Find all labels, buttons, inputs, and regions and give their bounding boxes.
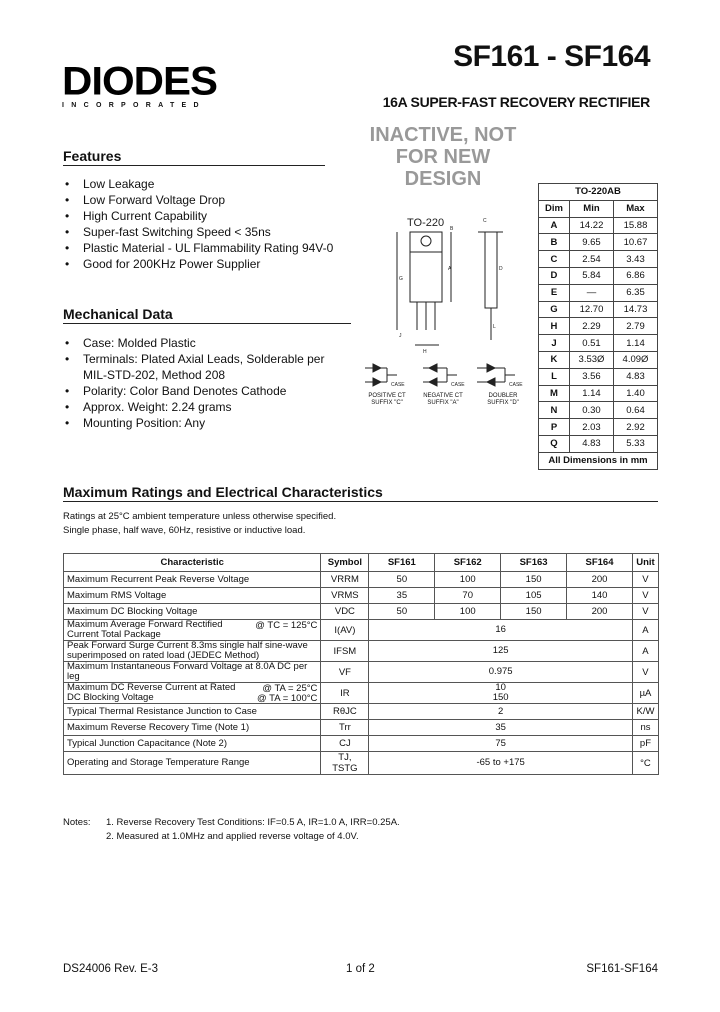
- value-cell: 10 150: [369, 683, 633, 704]
- package-label: TO-220: [407, 217, 445, 229]
- page-subtitle: 16A SUPER-FAST RECOVERY RECTIFIER: [382, 94, 650, 110]
- table-row: [64, 662, 659, 683]
- package-diagram: [355, 210, 535, 410]
- characteristic-cell: [64, 736, 321, 752]
- unit-cell: µA: [632, 683, 658, 704]
- dim-label: L: [539, 368, 570, 385]
- value-cell: 150: [501, 604, 567, 620]
- ratings-heading: Maximum Ratings and Electrical Characteristics: [63, 484, 658, 502]
- table-row: [539, 267, 658, 284]
- col-header: Symbol: [321, 554, 369, 572]
- note-1: 1. Reverse Recovery Test Conditions: IF=0.5 A, IR=1.0 A, IRR=0.25A.: [106, 817, 400, 828]
- list-item: • Mounting Position: Any: [63, 415, 343, 431]
- tab-outline: [410, 232, 442, 252]
- doubler-label: DOUBLER SUFFIX "D": [487, 393, 519, 406]
- table-row: [539, 217, 658, 234]
- case-label-3: CASE: [509, 382, 523, 388]
- page-number: 1 of 2: [346, 963, 375, 975]
- characteristic-cell: [64, 588, 321, 604]
- dim-value: 3.53Ø: [569, 351, 613, 368]
- characteristic-cell: [64, 683, 321, 704]
- value-cell: 125: [369, 641, 633, 662]
- svg-text:A: A: [448, 266, 452, 272]
- symbol-cell: TJ, TSTG: [321, 752, 369, 775]
- unit-cell: V: [632, 662, 658, 683]
- value-cell: 50: [369, 604, 435, 620]
- table-row: [539, 284, 658, 301]
- list-item: • Polarity: Color Band Denotes Cathode: [63, 383, 343, 399]
- characteristic-text: Typical Junction Capacitance (Note 2): [67, 737, 227, 749]
- unit-cell: V: [632, 572, 658, 588]
- dim-label: A: [539, 217, 570, 234]
- table-row: [539, 385, 658, 402]
- symbol-cell: VF: [321, 662, 369, 683]
- characteristic-text: Maximum DC Blocking Voltage: [67, 605, 198, 617]
- col-header: Unit: [632, 554, 658, 572]
- value-cell: 200: [567, 604, 633, 620]
- inactive-stamp: [358, 124, 528, 190]
- table-row: [64, 683, 659, 704]
- table-row: [64, 604, 659, 620]
- symbol-cell: Trr: [321, 720, 369, 736]
- svg-text:G: G: [399, 276, 403, 282]
- characteristic-text: Maximum DC Reverse Current at Rated DC Blocking Voltage: [67, 682, 236, 703]
- dim-value: 2.54: [569, 251, 613, 268]
- mechanical-heading: Mechanical Data: [63, 306, 351, 324]
- symbol-cell: IR: [321, 683, 369, 704]
- doc-id: DS24006 Rev. E-3: [63, 963, 159, 975]
- dim-label: B: [539, 234, 570, 251]
- symbol-cell: CJ: [321, 736, 369, 752]
- table-row: [64, 572, 659, 588]
- svg-text:B: B: [450, 226, 454, 232]
- value-cell: 70: [435, 588, 501, 604]
- characteristic-text: Maximum Reverse Recovery Time (Note 1): [67, 721, 250, 733]
- dim-value: 6.86: [613, 267, 657, 284]
- positive-label: POSITIVE CT SUFFIX "C": [368, 393, 406, 406]
- features-list: [63, 176, 353, 272]
- dim-header: Max: [613, 200, 657, 217]
- dim-value: 3.43: [613, 251, 657, 268]
- unit-cell: K/W: [632, 704, 658, 720]
- symbol-cell: IFSM: [321, 641, 369, 662]
- col-header: SF163: [501, 554, 567, 572]
- dim-value: 1.14: [613, 335, 657, 352]
- symbol-cell: I(AV): [321, 620, 369, 641]
- unit-cell: pF: [632, 736, 658, 752]
- unit-cell: V: [632, 604, 658, 620]
- dim-value: 0.64: [613, 402, 657, 419]
- logo-subtext: INCORPORATED: [62, 102, 206, 109]
- table-row: [539, 351, 658, 368]
- characteristic-cell: [64, 641, 321, 662]
- condition-text: @ TA = 25°C @ TA = 100°C: [257, 683, 318, 704]
- mechanical-list: [63, 335, 343, 431]
- characteristic-text: Maximum RMS Voltage: [67, 589, 167, 601]
- table-row: [539, 419, 658, 436]
- svg-text:H: H: [423, 349, 427, 355]
- col-header: SF164: [567, 554, 633, 572]
- list-item: • Super-fast Switching Speed < 35ns: [63, 224, 353, 240]
- dim-label: P: [539, 419, 570, 436]
- condition-text: @ TC = 125°C: [255, 620, 318, 631]
- dim-value: 3.56: [569, 368, 613, 385]
- table-row: [64, 641, 659, 662]
- svg-text:J: J: [399, 333, 402, 339]
- list-item: • Case: Molded Plastic: [63, 335, 343, 351]
- dim-label: M: [539, 385, 570, 402]
- dim-value: 14.22: [569, 217, 613, 234]
- list-item: • Terminals: Plated Axial Leads, Solderable per MIL-STD-202, Method 208: [63, 351, 343, 383]
- table-row: [64, 704, 659, 720]
- characteristic-cell: [64, 604, 321, 620]
- dim-value: 6.35: [613, 284, 657, 301]
- dim-table-body: [539, 217, 658, 452]
- dim-label: J: [539, 335, 570, 352]
- dim-value: 0.30: [569, 402, 613, 419]
- col-header: Characteristic: [64, 554, 321, 572]
- dim-value: 2.29: [569, 318, 613, 335]
- value-cell: 50: [369, 572, 435, 588]
- dim-label: D: [539, 267, 570, 284]
- features-heading: Features: [63, 148, 325, 166]
- dim-value: —: [569, 284, 613, 301]
- dim-table-title: TO-220AB: [539, 184, 658, 201]
- value-cell: 0.975: [369, 662, 633, 683]
- unit-cell: A: [632, 641, 658, 662]
- list-item: • Plastic Material - UL Flammability Rating 94V-0: [63, 240, 353, 256]
- ratings-table-body: [64, 572, 659, 775]
- characteristic-text: Maximum Recurrent Peak Reverse Voltage: [67, 573, 250, 585]
- unit-cell: ns: [632, 720, 658, 736]
- dimension-table: [538, 183, 658, 470]
- dim-value: 5.33: [613, 435, 657, 452]
- dim-value: 1.40: [613, 385, 657, 402]
- dim-value: 0.51: [569, 335, 613, 352]
- characteristic-text: Peak Forward Surge Current 8.3ms single half sine-wave superimposed on rated load (JEDEC Method): [67, 640, 308, 661]
- value-cell: 150: [501, 572, 567, 588]
- characteristic-text: Operating and Storage Temperature Range: [67, 757, 250, 768]
- characteristic-cell: [64, 620, 321, 641]
- value-cell: 16: [369, 620, 633, 641]
- dim-value: 2.03: [569, 419, 613, 436]
- list-item: • Good for 200KHz Power Supplier: [63, 256, 353, 272]
- logo-text: DIODES: [62, 58, 218, 103]
- value-cell: 140: [567, 588, 633, 604]
- dim-value: 4.83: [569, 435, 613, 452]
- ratings-note-2: Single phase, half wave, 60Hz, resistive or inductive load.: [63, 525, 306, 536]
- characteristic-cell: [64, 662, 321, 683]
- dim-header: Min: [569, 200, 613, 217]
- unit-cell: A: [632, 620, 658, 641]
- table-row: [64, 620, 659, 641]
- table-row: [539, 251, 658, 268]
- table-row: [539, 368, 658, 385]
- characteristic-cell: [64, 572, 321, 588]
- ratings-note-1: Ratings at 25°C ambient temperature unless otherwise specified.: [63, 511, 337, 522]
- value-cell: 100: [435, 572, 501, 588]
- side-view: [485, 232, 497, 308]
- table-row: [64, 588, 659, 604]
- case-label-1: CASE: [391, 382, 405, 388]
- table-row: [64, 752, 659, 775]
- characteristic-cell: [64, 752, 321, 775]
- dim-value: 1.14: [569, 385, 613, 402]
- characteristic-cell: [64, 720, 321, 736]
- col-header: SF161: [369, 554, 435, 572]
- dim-label: Q: [539, 435, 570, 452]
- table-row: [539, 435, 658, 452]
- ratings-table: [63, 553, 659, 775]
- dim-value: 15.88: [613, 217, 657, 234]
- characteristic-text: Typical Thermal Resistance Junction to Case: [67, 705, 257, 717]
- dim-value: 2.79: [613, 318, 657, 335]
- notes-label: Notes:: [63, 817, 91, 828]
- dim-value: 12.70: [569, 301, 613, 318]
- dim-value: 5.84: [569, 267, 613, 284]
- characteristic-text: Maximum Average Forward Rectified Current Total Package: [67, 619, 223, 640]
- dim-value: 10.67: [613, 234, 657, 251]
- symbol-cell: VRMS: [321, 588, 369, 604]
- dim-value: 4.09Ø: [613, 351, 657, 368]
- page-title: SF161 - SF164: [453, 40, 650, 73]
- dim-label: G: [539, 301, 570, 318]
- value-cell: -65 to +175: [369, 752, 633, 775]
- note-2: 2. Measured at 1.0MHz and applied reverse voltage of 4.0V.: [106, 831, 359, 842]
- mount-hole: [421, 236, 431, 246]
- dim-label: K: [539, 351, 570, 368]
- body-outline: [410, 252, 442, 302]
- dim-value: 9.65: [569, 234, 613, 251]
- dim-value: 2.92: [613, 419, 657, 436]
- value-cell: 35: [369, 720, 633, 736]
- value-cell: 105: [501, 588, 567, 604]
- dim-label: C: [539, 251, 570, 268]
- characteristic-text: Maximum Instantaneous Forward Voltage at 8.0A DC per leg: [67, 661, 308, 682]
- svg-text:C: C: [483, 218, 487, 224]
- svg-text:D: D: [499, 266, 503, 272]
- value-cell: 2: [369, 704, 633, 720]
- symbol-cell: VDC: [321, 604, 369, 620]
- inactive-line-2: FOR NEW DESIGN: [395, 146, 491, 190]
- unit-cell: V: [632, 588, 658, 604]
- value-cell: 100: [435, 604, 501, 620]
- footer-part: SF161-SF164: [586, 963, 658, 975]
- symbol-cell: RθJC: [321, 704, 369, 720]
- table-row: [539, 402, 658, 419]
- table-row: [539, 335, 658, 352]
- dim-value: 14.73: [613, 301, 657, 318]
- dim-value: 4.83: [613, 368, 657, 385]
- diodes-logo: [62, 58, 232, 112]
- list-item: • Approx. Weight: 2.24 grams: [63, 399, 343, 415]
- case-label-2: CASE: [451, 382, 465, 388]
- svg-text:L: L: [493, 324, 496, 330]
- dim-header: Dim: [539, 200, 570, 217]
- table-row: [539, 301, 658, 318]
- value-cell: 35: [369, 588, 435, 604]
- table-row: [64, 736, 659, 752]
- unit-cell: °C: [632, 752, 658, 775]
- dim-label: N: [539, 402, 570, 419]
- value-cell: 200: [567, 572, 633, 588]
- table-row: [64, 720, 659, 736]
- symbol-cell: VRRM: [321, 572, 369, 588]
- characteristic-cell: [64, 704, 321, 720]
- value-cell: 75: [369, 736, 633, 752]
- dim-label: H: [539, 318, 570, 335]
- list-item: • High Current Capability: [63, 208, 353, 224]
- dim-label: E: [539, 284, 570, 301]
- table-row: [539, 234, 658, 251]
- inactive-line-1: INACTIVE, NOT: [369, 124, 517, 146]
- list-item: • Low Leakage: [63, 176, 353, 192]
- negative-label: NEGATIVE CT SUFFIX "A": [423, 393, 463, 406]
- col-header: SF162: [435, 554, 501, 572]
- list-item: • Low Forward Voltage Drop: [63, 192, 353, 208]
- dim-table-footer: All Dimensions in mm: [539, 452, 658, 469]
- table-row: [539, 318, 658, 335]
